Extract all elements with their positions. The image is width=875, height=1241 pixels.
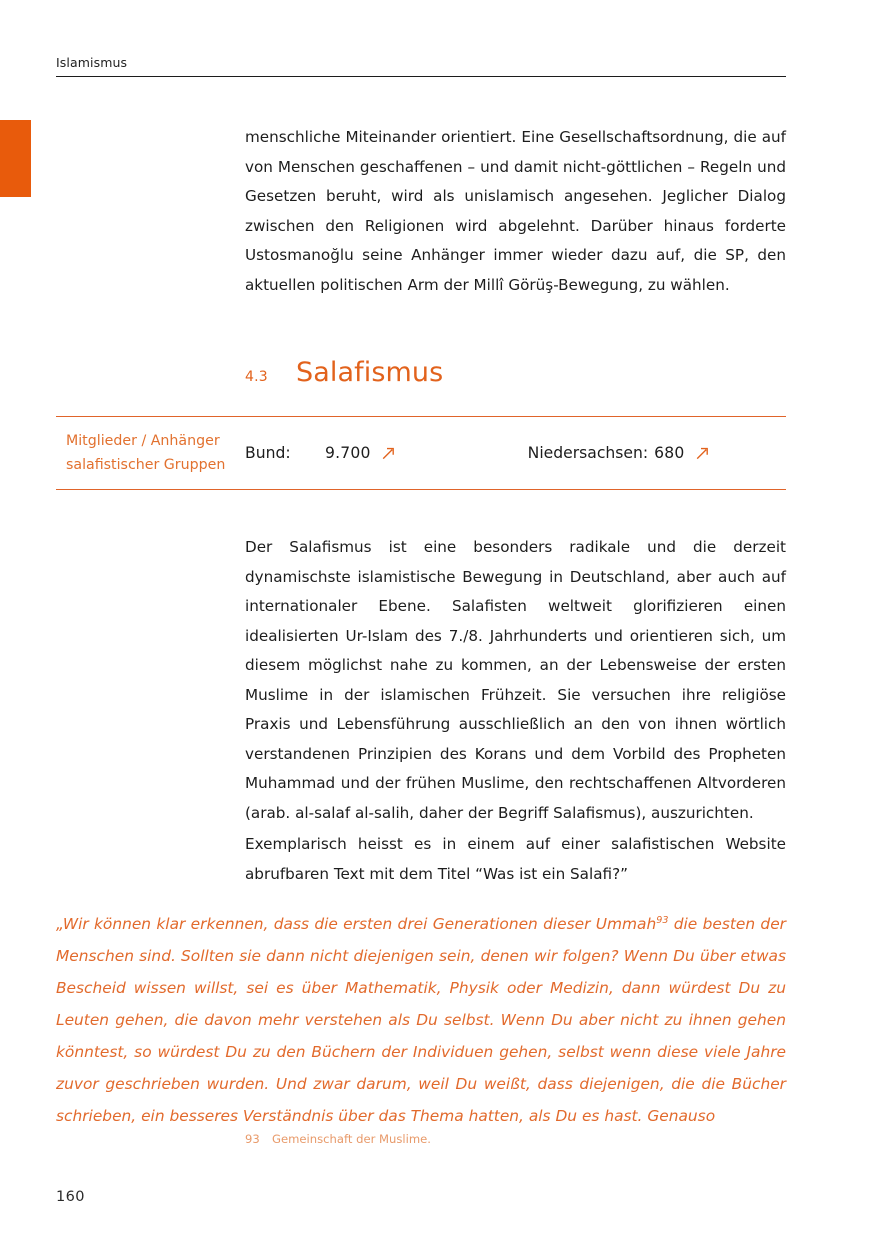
paragraph-salafismus-main: Der Salafismus ist eine besonders radikale und die derzeit dynamischste islamistische Bewegung in Deutschland, aber auch auf internationaler Ebene. Salafisten weltweit glorifizieren einen idealisierten Ur-Islam des 7./8. Jahrhunderts und orientieren sich, um diesem möglichst nahe zu kommen, an der Lebensweise der ersten Muslime in der islamischen Frühzeit. Sie versuchen ihre religiöse Praxis und Lebensführung ausschließlich an den von ihnen wörtlich verstandenen Prinzipien des Korans und dem Vorbild des Propheten Muhammad und der frühen Muslime, den rechtschaffenen Altvorderen (arab. al-salaf al-salih, daher der Begriff Salafismus), auszurichten. bbox=[245, 538, 786, 822]
running-header-rule bbox=[56, 76, 786, 77]
paragraph-intro: menschliche Miteinander orientiert. Eine Gesellschaftsordnung, die auf von Menschen geschaffenen – und damit nicht-göttlichen – Regeln und Gesetzen beruht, wird als unislamisch angesehen. Jeglicher Dialog zwischen den Religionen wird abgelehnt. Darüber hinaus forderte Ustosmanoğlu seine Anhänger immer wieder dazu auf, die SP, den aktuellen politischen Arm der Millî Görüş-Bewegung, zu wählen. bbox=[245, 128, 786, 294]
paragraph-salafismus-container bbox=[245, 533, 786, 828]
footnote-text: Gemeinschaft der Muslime. bbox=[272, 1132, 431, 1146]
factbox-label: Mitglieder / Anhänger salafistischer Gruppen bbox=[66, 432, 226, 473]
chapter-edge-tab bbox=[0, 120, 31, 197]
footnote-number: 93 bbox=[245, 1132, 260, 1146]
paragraph-salafismus-example: Exemplarisch heisst es in einem auf einer salafistischen Website abrufbaren Text mit dem Titel “Was ist ein Salafi?” bbox=[245, 835, 786, 883]
paragraph-example-container bbox=[245, 830, 786, 889]
running-header bbox=[56, 55, 786, 77]
running-header-label: Islamismus bbox=[56, 55, 128, 70]
section-heading bbox=[245, 357, 786, 389]
section-number: 4.3 bbox=[245, 369, 268, 385]
quote-text-part-1: „Wir können klar erkennen, dass die ersten drei Generationen dieser Ummah bbox=[56, 915, 657, 933]
arrow-up-right-icon bbox=[694, 445, 711, 462]
pull-quote bbox=[56, 908, 786, 1132]
factbox-entry-bund bbox=[245, 444, 397, 462]
factbox-values bbox=[245, 444, 786, 462]
factbox-value-bund: 9.700 bbox=[325, 443, 371, 462]
factbox-key-niedersachsen: Niedersachsen: bbox=[527, 443, 649, 462]
page-number: 160 bbox=[56, 1189, 85, 1205]
section-title: Salafismus bbox=[296, 357, 444, 388]
footnote bbox=[245, 1131, 786, 1147]
quote-text-part-2: die besten der Menschen sind. Sollten sie dann nicht diejenigen sein, denen wir folgen? Wenn Du über etwas Bescheid wissen willst, sei es über Mathematik, Physik oder Medizin, dann würdest Du zu Leuten gehen, die davon mehr verstehen als Du selbst. Wenn Du aber nicht zu ihnen gehen könntest, so würdest Du zu den Büchern der Individuen gehen, selbst wenn diese viele Jahre zuvor geschrieben wurden. Und zwar darum, weil Du weißt, dass diejenigen, die die Bücher schrieben, ein besseres Verständnis über das Thema hatten, als Du es hast. Genauso bbox=[56, 915, 786, 1125]
factbox-entry-niedersachsen bbox=[528, 444, 711, 462]
footnote-marker: 93 bbox=[656, 914, 669, 926]
factbox-value-niedersachsen: 680 bbox=[654, 443, 685, 462]
arrow-up-right-icon bbox=[380, 445, 397, 462]
factbox-key-bund: Bund: bbox=[245, 443, 291, 462]
statistics-factbox bbox=[56, 416, 786, 490]
paragraph-intro-container bbox=[245, 123, 786, 300]
